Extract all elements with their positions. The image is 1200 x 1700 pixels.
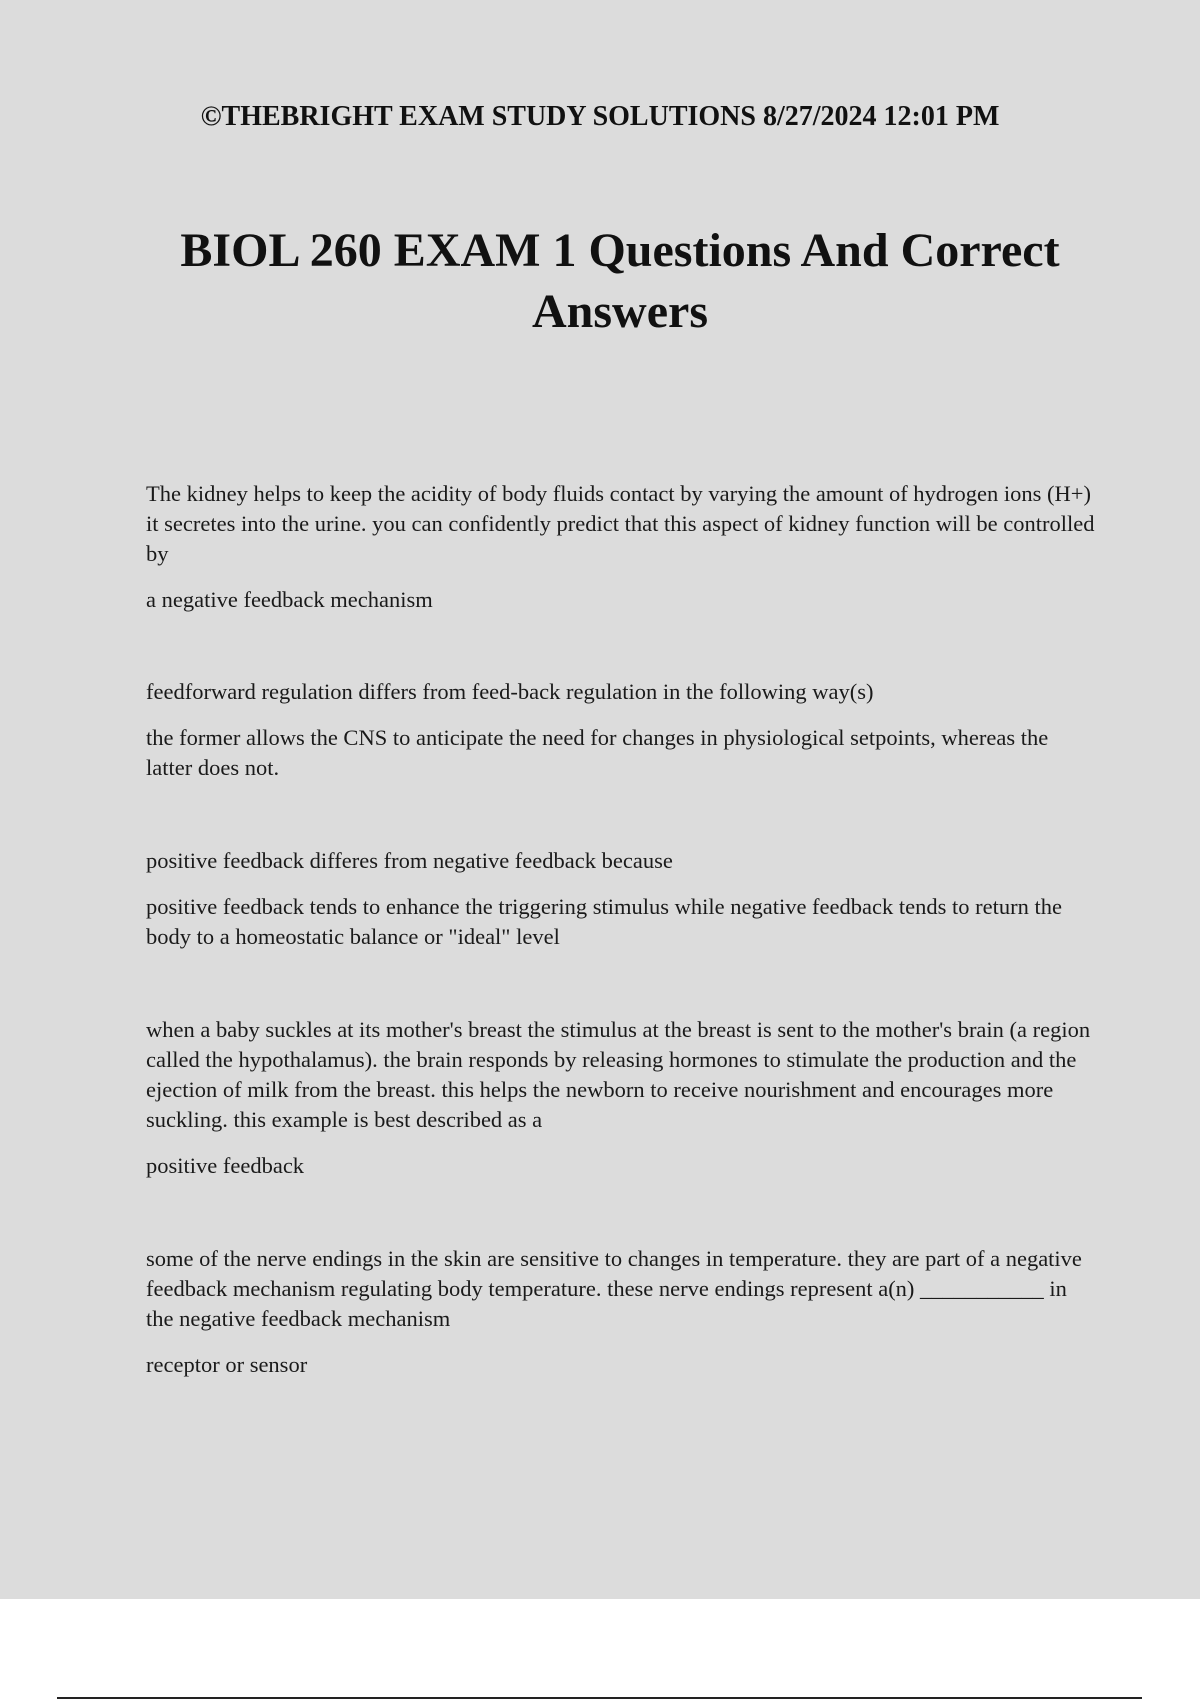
question-text: The kidney helps to keep the acidity of body fluids contact by varying the amount of hydrogen ions (H+) it secretes into the urine. you can confidently predict that this aspect of kidney function will be controlled by <box>146 481 1095 566</box>
footer-divider <box>57 1697 1142 1699</box>
qa-item <box>146 479 1096 615</box>
answer-text: a negative feedback mechanism <box>146 587 433 612</box>
qa-item <box>146 846 1096 952</box>
answer-text: the former allows the CNS to anticipate the need for changes in physiological setpoints, whereas the latter does not. <box>146 725 1049 780</box>
document-title <box>120 220 1120 342</box>
title-line-1: BIOL 260 EXAM 1 Questions And Correct <box>180 224 1060 277</box>
qa-item <box>146 1244 1096 1380</box>
qa-item <box>146 677 1096 783</box>
answer-text: positive feedback <box>146 1153 305 1178</box>
title-line-2: Answers <box>532 285 708 338</box>
question-text: feedforward regulation differs from feed-back regulation in the following way(s) <box>146 679 874 704</box>
page-header <box>0 100 1200 134</box>
answer-text: positive feedback tends to enhance the triggering stimulus while negative feedback tends to return the body to a homeostatic balance or "ideal" level <box>146 894 1062 949</box>
question-text: positive feedback differes from negative feedback because <box>146 848 673 873</box>
copyright-icon: © <box>200 101 222 132</box>
question-text: when a baby suckles at its mother's breast the stimulus at the breast is sent to the mother's brain (a region called the hypothalamus). the brain responds by releasing hormones to stimulate the production and the ejection of milk from the breast. this helps the newborn to receive nourishment and encourages more suckling. this example is best described as a <box>146 1017 1091 1132</box>
answer-text: receptor or sensor <box>146 1352 308 1377</box>
question-text: some of the nerve endings in the skin are sensitive to changes in temperature. they are part of a negative feedback mechanism regulating body temperature. these nerve endings represent a(n) ___________ in the negative feedback mechanism <box>146 1246 1082 1331</box>
qa-item <box>146 1015 1096 1181</box>
header-text: THEBRIGHT EXAM STUDY SOLUTIONS 8/27/2024 12:01 PM <box>221 101 1000 132</box>
